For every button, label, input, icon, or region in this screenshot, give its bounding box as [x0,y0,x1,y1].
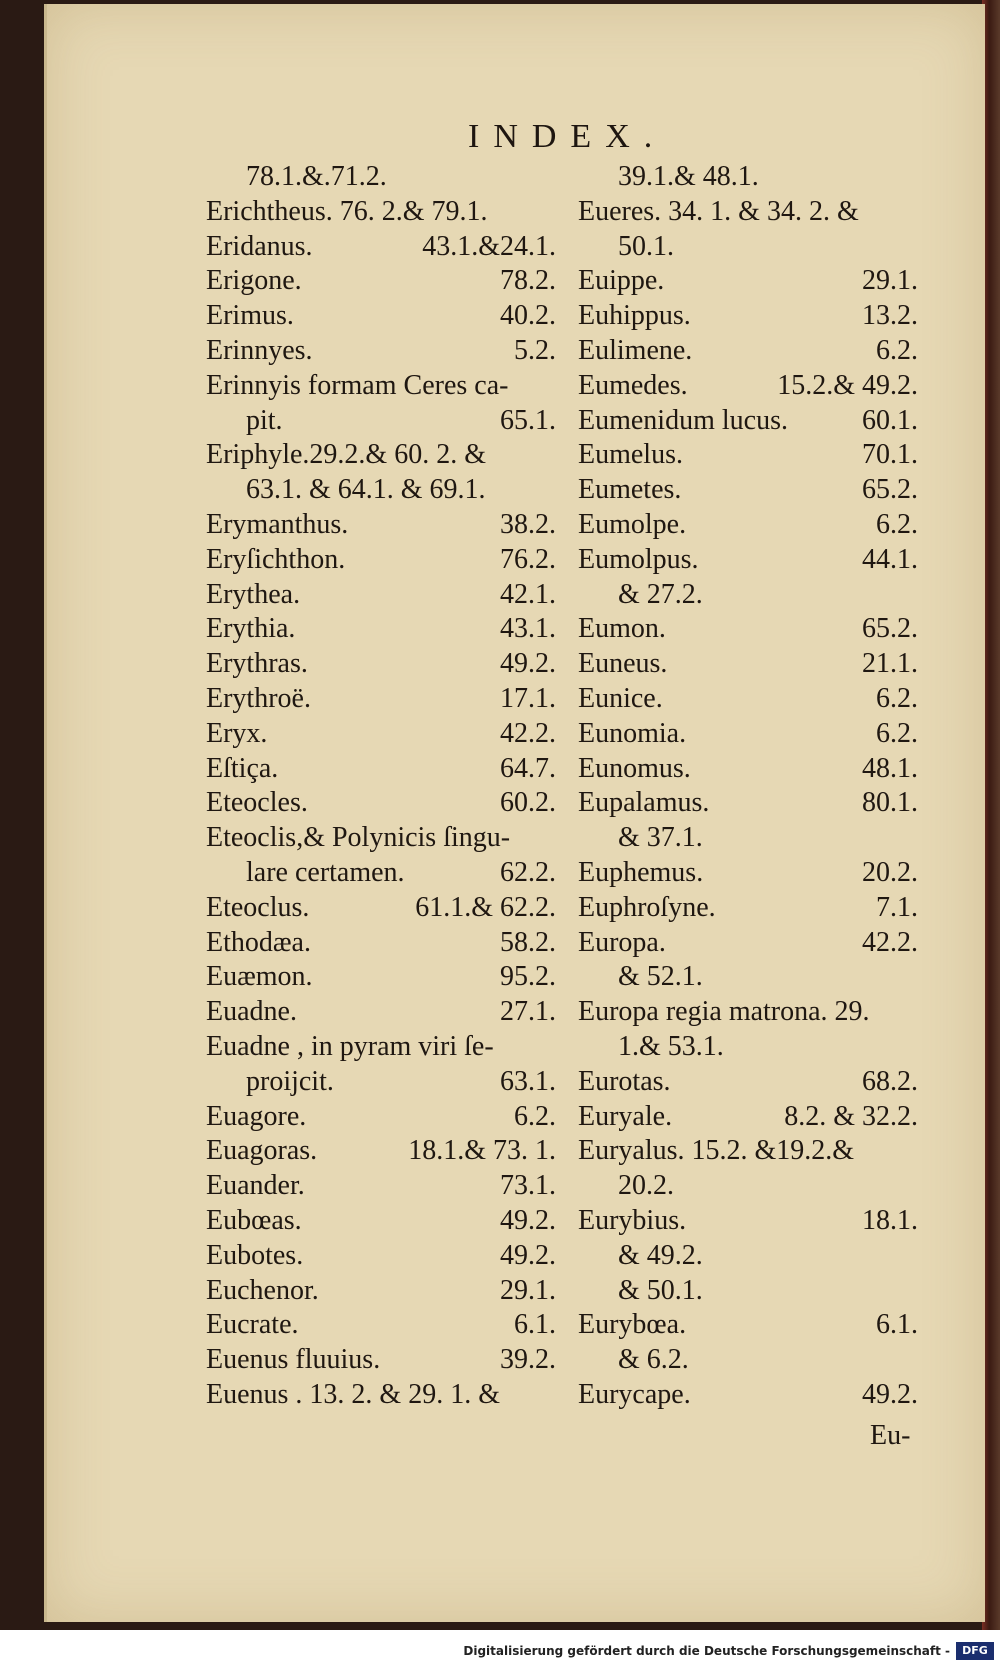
entry-term: Eteocles. [206,787,308,819]
entry-reference: 76.2. [500,543,556,575]
entry-term: Euander. [206,1170,305,1202]
index-entry [578,299,918,334]
index-entry [206,369,556,404]
index-entry [206,960,556,995]
index-entry [578,473,918,508]
entry-reference: 6.2. [876,682,918,714]
index-entry [206,1100,556,1135]
index-entry [206,543,556,578]
index-entry [206,752,556,787]
entry-reference: 18.1. [862,1204,918,1236]
entry-term: Europa regia matrona. 29. [578,996,870,1028]
entry-term: & 49.2. [618,1239,703,1271]
index-entry [206,786,556,821]
index-entry [206,508,556,543]
index-entry [206,1343,556,1378]
entry-reference: 64.7. [500,752,556,784]
index-entry [206,891,556,926]
entry-term: Erinnyis formam Ceres ca- [206,369,509,401]
index-entry [206,195,556,230]
entry-term: Eſtiça. [206,752,279,784]
index-entry [578,1204,918,1239]
entry-reference: 29.1. [862,265,918,297]
index-entry [206,473,556,508]
entry-term: Eunice. [578,682,663,714]
index-entry [206,821,556,856]
entry-reference: 49.2. [500,648,556,680]
index-entry [578,1274,918,1309]
entry-reference: 43.1. [500,613,556,645]
entry-term: Erythras. [206,648,308,680]
index-entry [578,1100,918,1135]
entry-term: Erimus. [206,300,294,332]
entry-reference: 42.2. [862,926,918,958]
index-entry [578,960,918,995]
footer-credit: Digitalisierung gefördert durch die Deutsche Forschungsgemeinschaft - [463,1644,950,1658]
entry-reference: 49.2. [862,1378,918,1410]
entry-term: Eumetes. [578,474,682,506]
index-entry [206,1204,556,1239]
index-entry [578,578,918,613]
index-entry [578,1308,918,1343]
index-entry [206,299,556,334]
entry-reference: 43.1.&24.1. [422,230,556,262]
entry-term: Erymanthus. [206,508,349,540]
entry-term: Eumenidum lucus. [578,404,788,436]
entry-reference: 6.2. [876,508,918,540]
entry-reference: 20.2. [862,856,918,888]
index-entry [578,717,918,752]
entry-term: Eurybius. [578,1204,687,1236]
index-entry [578,926,918,961]
entry-reference: 78.2. [500,265,556,297]
entry-term: 1.& 53.1. [618,1030,724,1062]
entry-term: & 52.1. [618,961,703,993]
entry-reference: 49.2. [500,1204,556,1236]
entry-reference: 95.2. [500,961,556,993]
entry-term: Euphroſyne. [578,891,716,923]
entry-term: 78.1.&.71.2. [246,161,387,192]
entry-reference: 48.1. [862,752,918,784]
index-entry [206,856,556,891]
entry-term: Eulimene. [578,334,693,366]
entry-reference: 17.1. [500,682,556,714]
entry-term: & 6.2. [618,1344,689,1376]
entry-reference: 49.2. [500,1239,556,1271]
index-entry [206,404,556,439]
entry-term: Euenus fluuius. [206,1344,381,1376]
entry-term: 20.2. [618,1170,674,1202]
index-entry [578,264,918,299]
entry-term: Eupalamus. [578,787,710,819]
index-entry [206,578,556,613]
index-column-right [578,160,918,1413]
index-entry [206,1239,556,1274]
entry-term: Eumon. [578,613,666,645]
entry-term: 50.1. [618,230,674,262]
entry-term: Eurotas. [578,1065,671,1097]
entry-term: Eridanus. [206,230,313,262]
index-entry [578,160,918,195]
entry-reference: 70.1. [862,439,918,471]
index-entry [578,438,918,473]
index-entry [206,612,556,647]
entry-term: Erythroë. [206,682,311,714]
index-entry [578,1065,918,1100]
entry-reference: 7.1. [876,891,918,923]
entry-term: Eueres. 34. 1. & 34. 2. & [578,195,859,227]
index-entry [578,821,918,856]
entry-reference: 62.2. [500,856,556,888]
entry-reference: 6.2. [876,717,918,749]
entry-term: Eubotes. [206,1239,304,1271]
entry-reference: 13.2. [862,300,918,332]
entry-term: Erigone. [206,265,302,297]
entry-reference: 68.2. [862,1065,918,1097]
entry-term: proijcit. [246,1065,334,1097]
entry-term: Eunomia. [578,717,687,749]
entry-reference: 58.2. [500,926,556,958]
index-entry [578,995,918,1030]
entry-term: Erinnyes. [206,334,313,366]
entry-reference: 6.1. [514,1309,556,1341]
index-entry [578,1343,918,1378]
index-entry [206,438,556,473]
entry-reference: 8.2. & 32.2. [784,1100,918,1132]
entry-term: Euryale. [578,1100,673,1132]
entry-term: pit. [246,404,283,436]
entry-term: Euneus. [578,648,668,680]
footer-bar [0,1635,1000,1671]
index-entry [206,160,556,195]
entry-term: Euenus . 13. 2. & 29. 1. & [206,1378,500,1410]
entry-reference: 44.1. [862,543,918,575]
page-header: INDEX. [468,118,667,155]
index-entry [578,1239,918,1274]
index-entry [206,1065,556,1100]
index-column-left [206,160,556,1413]
entry-term: Erichtheus. 76. 2.& 79.1. [206,195,488,227]
entry-term: Euagore. [206,1100,307,1132]
index-entry [578,543,918,578]
entry-term: Eucrate. [206,1309,299,1341]
index-entry [578,1030,918,1065]
entry-reference: 38.2. [500,508,556,540]
entry-reference: 6.1. [876,1309,918,1341]
entry-term: Ethodæa. [206,926,311,958]
index-entry [578,1169,918,1204]
entry-reference: 15.2.& 49.2. [777,369,918,401]
entry-term: Euippe. [578,265,665,297]
entry-term: Euphemus. [578,856,704,888]
entry-reference: 29.1. [500,1274,556,1306]
catchword: Eu- [870,1420,911,1451]
entry-reference: 6.2. [876,334,918,366]
entry-term: Eumolpe. [578,508,687,540]
index-entry [206,1274,556,1309]
entry-term: Eurybœa. [578,1309,687,1341]
entry-term: Eubœas. [206,1204,302,1236]
entry-reference: 73.1. [500,1170,556,1202]
index-entry [206,1134,556,1169]
entry-term: Euæmon. [206,961,313,993]
index-entry [578,786,918,821]
entry-term: Erythia. [206,613,296,645]
entry-term: Euadne , in pyram viri ſe- [206,1030,494,1062]
entry-term: Europa. [578,926,666,958]
entry-term: Eryx. [206,717,268,749]
index-entry [206,230,556,265]
entry-term: Euhippus. [578,300,691,332]
entry-term: Eumelus. [578,439,683,471]
index-entry [578,334,918,369]
entry-reference: 42.1. [500,578,556,610]
index-entry [578,1378,918,1413]
entry-term: Eteoclus. [206,891,310,923]
index-entry [578,612,918,647]
index-entry [578,230,918,265]
entry-reference: 39.2. [500,1344,556,1376]
dfg-logo: DFG [956,1642,994,1660]
entry-term: Eunomus. [578,752,691,784]
entry-term: Erythea. [206,578,301,610]
entry-term: lare certamen. [246,856,405,888]
index-entry [578,647,918,682]
index-entry [206,264,556,299]
index-entry [578,1134,918,1169]
index-entry [578,752,918,787]
entry-reference: 18.1.& 73. 1. [408,1135,556,1167]
index-entry [206,1378,556,1413]
index-entry [578,508,918,543]
index-entry [578,856,918,891]
index-entry [206,1169,556,1204]
entry-reference: 65.2. [862,474,918,506]
index-entry [206,647,556,682]
index-entry [578,404,918,439]
entry-reference: 60.2. [500,787,556,819]
entry-term: Euchenor. [206,1274,319,1306]
entry-reference: 63.1. [500,1065,556,1097]
entry-reference: 61.1.& 62.2. [415,891,556,923]
index-entry [206,717,556,752]
index-entry [206,995,556,1030]
index-entry [578,195,918,230]
entry-reference: 42.2. [500,717,556,749]
index-entry [578,682,918,717]
entry-term: & 27.2. [618,578,703,610]
index-entry [206,1030,556,1065]
index-entry [206,682,556,717]
entry-term: Euadne. [206,996,297,1028]
entry-term: Euryalus. 15.2. &19.2.& [578,1135,855,1167]
index-entry [206,334,556,369]
entry-term: Eryſichthon. [206,543,346,575]
index-entry [206,926,556,961]
entry-term: & 37.1. [618,822,703,854]
entry-reference: 60.1. [862,404,918,436]
entry-term: Euagoras. [206,1135,318,1167]
index-entry [206,1308,556,1343]
entry-reference: 65.1. [500,404,556,436]
entry-term: & 50.1. [618,1274,703,1306]
entry-term: 63.1. & 64.1. & 69.1. [246,474,486,506]
entry-reference: 80.1. [862,787,918,819]
entry-term: Eriphyle.29.2.& 60. 2. & [206,439,486,471]
entry-term: Eumolpus. [578,543,699,575]
entry-reference: 65.2. [862,613,918,645]
index-entry [578,369,918,404]
index-entry [578,891,918,926]
entry-term: Eumedes. [578,369,688,401]
entry-term: Eteoclis,& Polynicis ſingu- [206,822,511,854]
entry-reference: 5.2. [514,334,556,366]
entry-reference: 27.1. [500,996,556,1028]
entry-reference: 21.1. [862,648,918,680]
entry-reference: 40.2. [500,300,556,332]
entry-term: Eurycape. [578,1378,691,1410]
entry-reference: 6.2. [514,1100,556,1132]
entry-term: 39.1.& 48.1. [618,161,759,192]
